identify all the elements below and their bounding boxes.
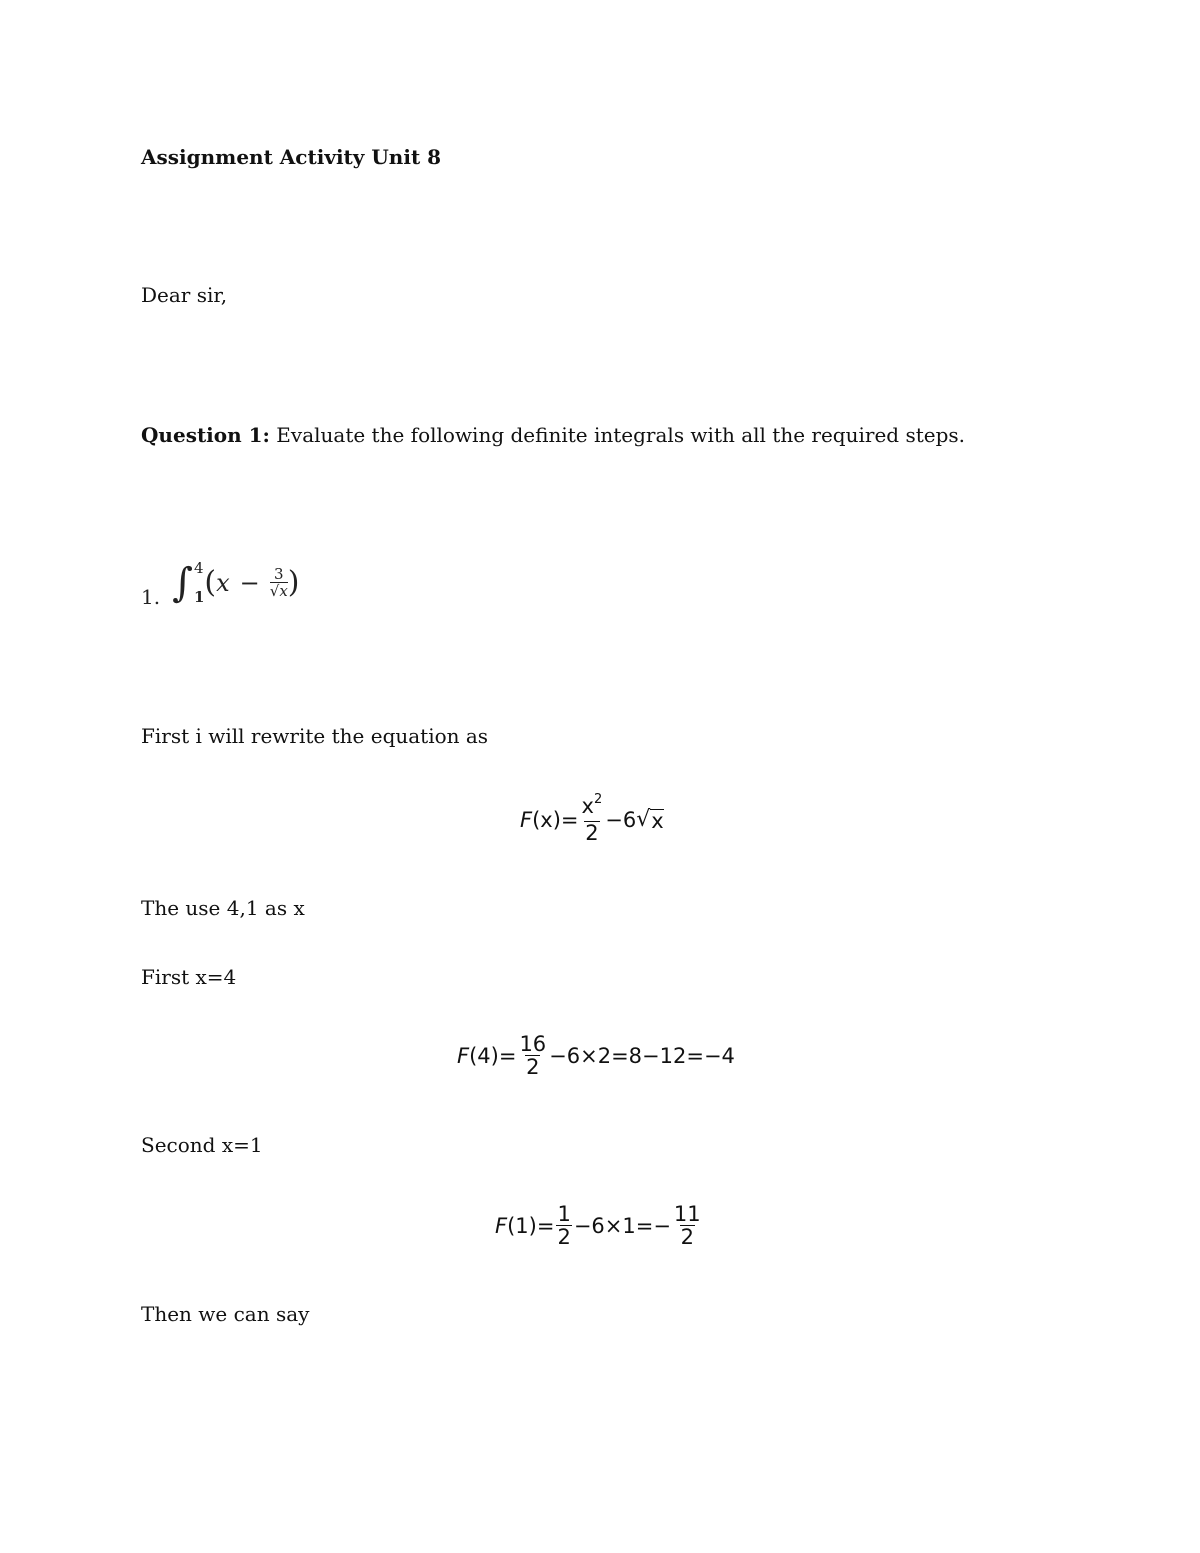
integrand-fraction-numerator: 3 [273,565,284,583]
question-line [141,423,965,447]
eq1-fraction [581,792,604,845]
eq3-result-numerator: 11 [673,1202,701,1226]
integral-expression [141,558,300,608]
eq1-rest: −6 [605,807,637,832]
equation-antiderivative [520,792,664,845]
eq2-rest: −6×2=8−12=−4 [549,1043,735,1068]
integral-upper-limit: 4 [193,559,204,577]
open-paren: ( [204,565,217,600]
document-title: Assignment Activity Unit 8 [141,145,442,169]
rewrite-intro-text: First i will rewrite the equation as [141,724,489,748]
integral-lower-limit: 1 [193,588,205,606]
eq1-argument: (x)= [532,807,579,832]
question-label: Question 1: [141,423,270,447]
eq2-argument: (4)= [469,1043,517,1068]
eq1-numerator [581,792,604,821]
integrand-sqrt-arg: x [279,582,288,600]
eq1-denominator: 2 [585,821,599,845]
integral-limits [194,561,204,605]
use-values-text: The use 4,1 as x [141,896,305,920]
eq3-fraction [556,1203,571,1248]
eq2-function-name: F [457,1043,470,1068]
eq2-fraction [518,1033,547,1078]
close-paren: ) [287,565,300,600]
integrand-variable: x [216,569,230,597]
eq3-rest: −6×1=− [573,1213,671,1238]
eq1-function-name: F [520,807,533,832]
eq3-numerator: 1 [557,1202,571,1226]
second-value-text: Second x=1 [141,1133,263,1157]
sqrt-radical-sign: √ [636,807,651,832]
eq3-function-name: F [495,1213,508,1238]
eq3-result-fraction [673,1203,702,1248]
eq1-sqrt-arg: x [651,809,664,833]
eq3-argument: (1)= [507,1213,555,1238]
greeting-text: Dear sir, [141,283,228,307]
problem-number: 1. [141,585,161,609]
question-text: Evaluate the following definite integrals with all the required steps. [269,423,966,447]
equation-f-of-4 [457,1033,735,1078]
eq1-exponent: 2 [593,792,603,807]
eq1-numerator-base: x [581,794,594,818]
integrand-fraction-denominator: √x [269,582,288,600]
eq3-result-denominator: 2 [680,1225,694,1249]
integrand-fraction [270,566,288,600]
conclusion-text: Then we can say [141,1302,310,1326]
eq2-denominator: 2 [526,1055,540,1079]
integral-sign: ∫ [172,560,193,606]
integrand-minus: − [239,569,260,597]
eq3-denominator: 2 [557,1225,571,1249]
first-value-text: First x=4 [141,965,237,989]
eq1-sqrt [636,807,663,832]
equation-f-of-1 [495,1203,704,1248]
eq2-numerator: 16 [519,1032,547,1056]
